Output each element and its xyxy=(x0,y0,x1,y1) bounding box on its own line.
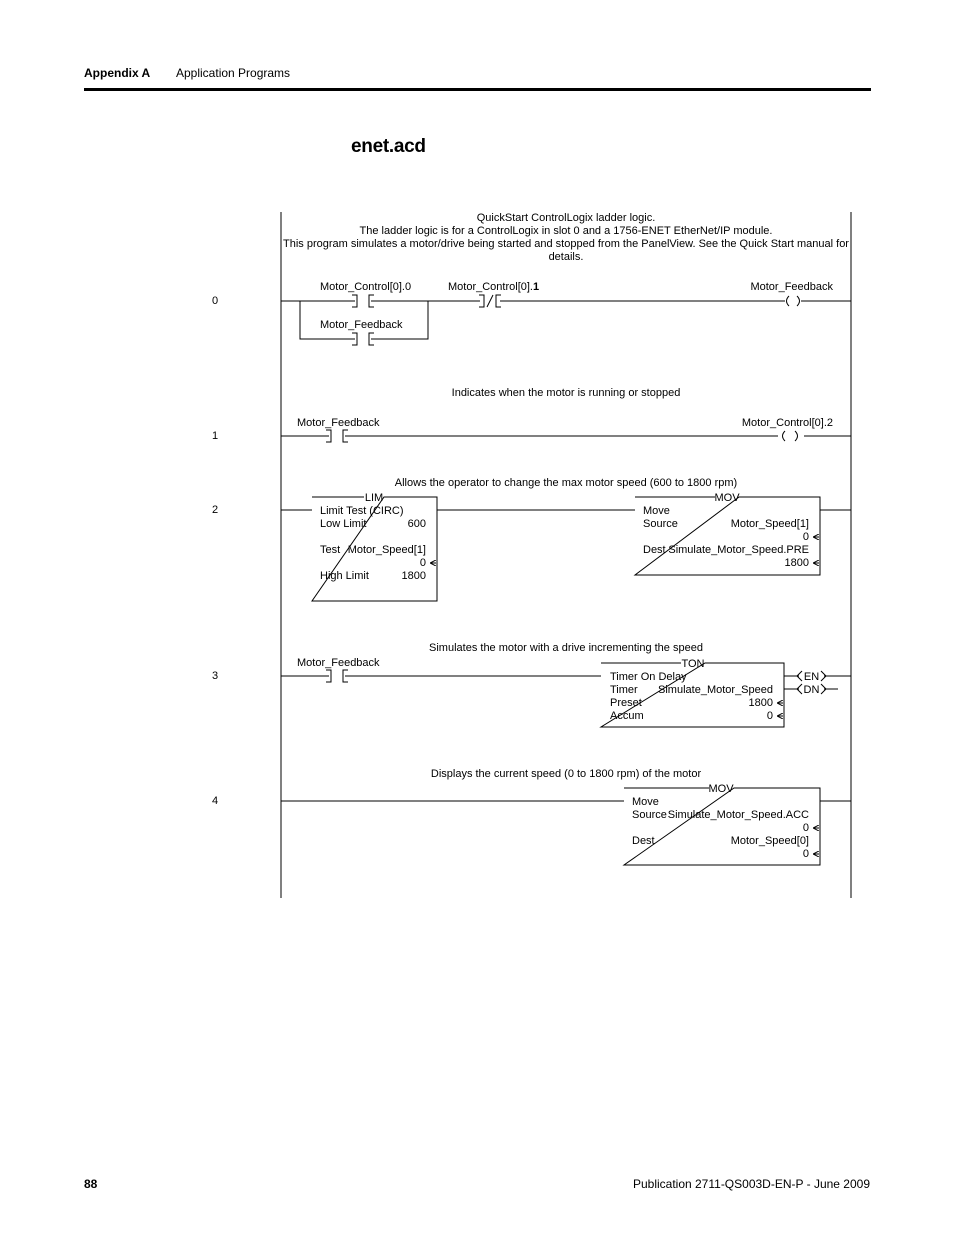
lim-name: Limit Test (CIRC) xyxy=(320,505,404,517)
rung-1-xic-contact xyxy=(326,430,348,442)
mov-dest-label: Dest xyxy=(643,544,666,556)
ton-accum-label: Accum xyxy=(610,710,644,722)
rung-1-ote-coil xyxy=(783,431,798,441)
ton-en-label: EN xyxy=(803,671,820,683)
header-appendix: Appendix A xyxy=(84,66,151,80)
rung-1-ote-tag: Motor_Control[0].2 xyxy=(741,417,833,429)
document-title: enet.acd xyxy=(351,136,426,157)
mov-type-label: MOV xyxy=(714,492,740,504)
rung-0 xyxy=(281,212,851,345)
ton-dn-output xyxy=(784,684,838,696)
ton-timer-tag: Simulate_Motor_Speed xyxy=(658,684,773,696)
ton-en-output xyxy=(784,671,851,683)
mov-source-value: 0 xyxy=(802,531,809,543)
rung-0-xic-tag: Motor_Control[0].0 xyxy=(320,281,412,293)
rung-1 xyxy=(281,387,851,442)
ton-preset-value: 1800 xyxy=(748,697,773,709)
rung-2 xyxy=(281,477,851,601)
mov4-source-value: 0 xyxy=(802,822,809,834)
ton-timer-label: Timer xyxy=(610,684,638,696)
lim-high-label: High Limit xyxy=(320,570,369,582)
rung-1-comment: Indicates when the motor is running or stopped xyxy=(451,387,681,399)
mov-dest-value: 1800 xyxy=(784,557,809,569)
rung-3-comment: Simulates the motor with a drive incrementing the speed xyxy=(429,642,703,654)
lim-test-value: 0 xyxy=(419,557,426,569)
rung-0-comment-line-3: This program simulates a motor/drive being started and stopped from the PanelView. See the Quick Start manual for xyxy=(283,238,849,250)
rung-0-branch-tag: Motor_Feedback xyxy=(320,319,403,331)
rung-0-xio-tag: Motor_Control[0].1 xyxy=(448,281,540,293)
rung-3-xic-tag: Motor_Feedback xyxy=(297,657,380,669)
rung-0-xio-contact xyxy=(479,295,501,307)
mov4-source-label: Source xyxy=(632,809,667,821)
header-section: Application Programs xyxy=(176,66,291,80)
rung-3-xic-contact xyxy=(326,670,348,682)
rung-0-xic-contact xyxy=(352,295,374,307)
ton-instruction xyxy=(601,658,784,727)
mov4-dest-label: Dest xyxy=(632,835,655,847)
mov-source-tag: Motor_Speed[1] xyxy=(730,518,809,530)
mov-instruction-rung-2 xyxy=(635,492,820,575)
mov4-dest-tag: Motor_Speed[0] xyxy=(730,835,809,847)
ton-name: Timer On Delay xyxy=(610,671,687,683)
rung-0-branch xyxy=(300,301,428,345)
rung-number-4: 4 xyxy=(211,795,219,807)
ton-type-label: TON xyxy=(681,658,705,670)
rung-4 xyxy=(281,768,851,865)
lim-low-label: Low Limit xyxy=(320,518,367,530)
rung-4-comment: Displays the current speed (0 to 1800 rpm) of the motor xyxy=(430,768,702,780)
rung-0-ote-coil xyxy=(787,296,800,306)
ton-preset-label: Preset xyxy=(610,697,642,709)
mov-dest-tag: Simulate_Motor_Speed.PRE xyxy=(668,544,809,556)
lim-low-value: 600 xyxy=(407,518,426,530)
rung-0-comment-line-4: details. xyxy=(548,251,584,263)
publication-info: Publication 2711-QS003D-EN-P - June 2009 xyxy=(632,1177,870,1191)
rung-0-ote-tag: Motor_Feedback xyxy=(750,281,833,293)
rung-1-xic-tag: Motor_Feedback xyxy=(297,417,380,429)
rung-number-1: 1 xyxy=(211,430,219,442)
lim-test-label: Test xyxy=(320,544,341,556)
lim-test-tag: Motor_Speed[1] xyxy=(347,544,426,556)
rung-0-comment-line-1: QuickStart ControlLogix ladder logic. xyxy=(476,212,656,224)
rung-3 xyxy=(281,642,851,727)
rung-number-3: 3 xyxy=(211,670,219,682)
ton-accum-value: 0 xyxy=(766,710,773,722)
rung-2-comment: Allows the operator to change the max motor speed (600 to 1800 rpm) xyxy=(394,477,738,489)
page-number: 88 xyxy=(84,1177,98,1191)
mov4-name: Move xyxy=(632,796,659,808)
mov-name: Move xyxy=(643,505,670,517)
lim-type-label: LIM xyxy=(364,492,384,504)
mov-source-label: Source xyxy=(643,518,678,530)
mov4-source-tag: Simulate_Motor_Speed.ACC xyxy=(667,809,809,821)
ton-dn-label: DN xyxy=(803,684,820,696)
lim-instruction xyxy=(312,492,437,601)
lim-high-value: 1800 xyxy=(401,570,426,582)
mov4-type-label: MOV xyxy=(708,783,734,795)
mov-instruction-rung-4 xyxy=(624,783,820,865)
mov4-dest-value: 0 xyxy=(802,848,809,860)
rung-0-comment-line-2: The ladder logic is for a ControlLogix in slot 0 and a 1756-ENET EtherNet/IP module. xyxy=(359,225,773,237)
rung-number-2: 2 xyxy=(211,504,219,516)
rung-number-0: 0 xyxy=(211,295,219,307)
